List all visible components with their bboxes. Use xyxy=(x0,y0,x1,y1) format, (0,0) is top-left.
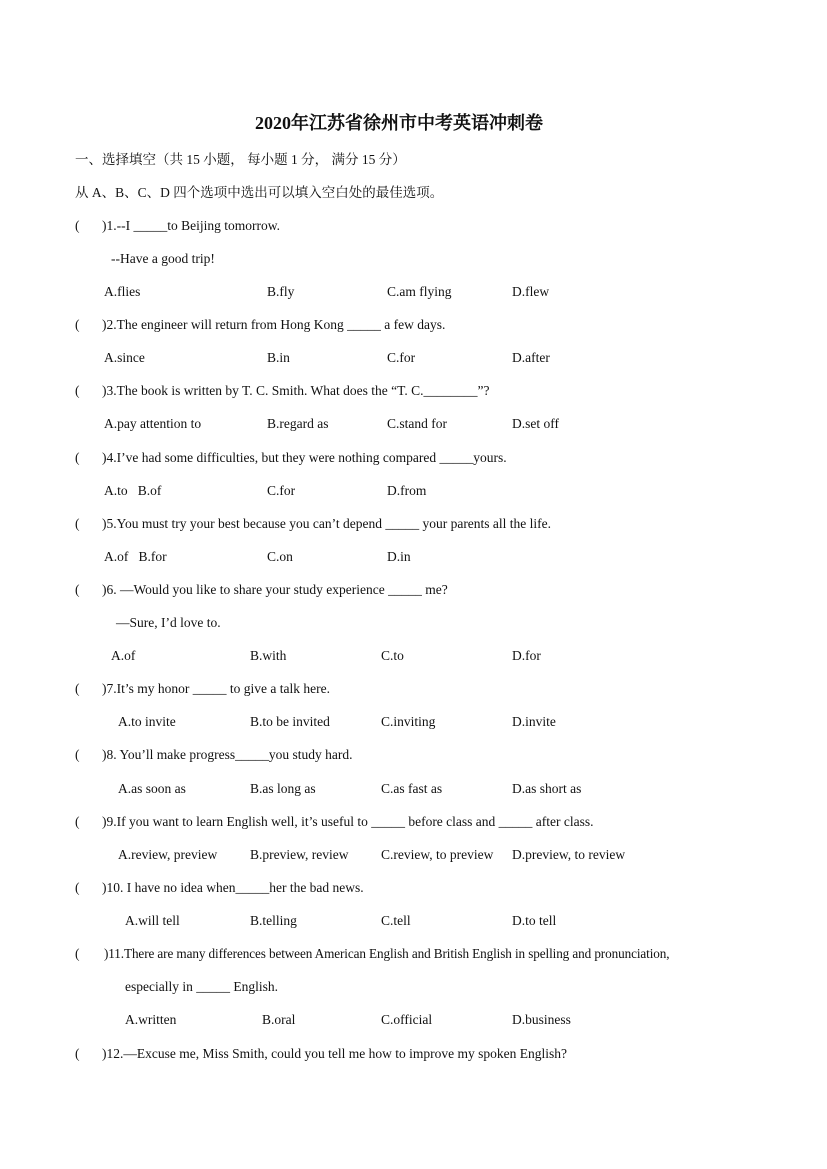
option-d: D.from xyxy=(387,483,427,498)
option-a: A.flies xyxy=(104,284,141,299)
option-a: A.as soon as xyxy=(118,781,186,796)
option-b: B.preview, review xyxy=(250,847,349,862)
option-b: B.as long as xyxy=(250,781,316,796)
option-d: D.for xyxy=(512,648,541,663)
answer-paren: ( xyxy=(75,814,80,829)
question-continuation: especially in _____ English. xyxy=(125,979,278,994)
option-d: D.after xyxy=(512,350,550,365)
option-c: C.as fast as xyxy=(381,781,443,796)
option-b: B.oral xyxy=(262,1012,296,1027)
option-c: C.tell xyxy=(381,913,411,928)
option-c: C.for xyxy=(267,483,296,498)
answer-paren: ( xyxy=(75,317,80,332)
question-text: )11.There are many differences between American English and British English in spelling and pronunciation, xyxy=(104,946,670,961)
option-a: A.will tell xyxy=(125,913,180,928)
question-text: )3.The book is written by T. C. Smith. What does the “T. C.________”? xyxy=(102,383,490,398)
question-text: )7.It’s my honor _____ to give a talk here. xyxy=(102,681,330,696)
answer-paren: ( xyxy=(75,880,80,895)
answer-paren: ( xyxy=(75,450,80,465)
option-b: B.in xyxy=(267,350,290,365)
option-b: B.with xyxy=(250,648,287,663)
answer-paren: ( xyxy=(75,1046,80,1061)
option-a: A.of xyxy=(111,648,136,663)
option-b: B.regard as xyxy=(267,416,329,431)
question-text: )2.The engineer will return from Hong Kong _____ a few days. xyxy=(102,317,446,332)
question-text: )1.--I _____to Beijing tomorrow. xyxy=(102,218,280,233)
answer-paren: ( xyxy=(75,681,80,696)
option-a: A.since xyxy=(104,350,145,365)
option-a: A.review, preview xyxy=(118,847,218,862)
option-b: B.to be invited xyxy=(250,714,330,729)
question-text: )5.You must try your best because you can’t depend _____ your parents all the life. xyxy=(102,516,552,531)
answer-paren: ( xyxy=(75,218,80,233)
question-dialog-line: —Sure, I’d love to. xyxy=(116,615,221,630)
option-d: D.invite xyxy=(512,714,556,729)
option-d: D.business xyxy=(512,1012,571,1027)
answer-paren: ( xyxy=(75,946,80,961)
question-text: )9.If you want to learn English well, it’s useful to _____ before class and _____ after class. xyxy=(102,814,594,829)
option-b: B.fly xyxy=(267,284,295,299)
answer-paren: ( xyxy=(75,383,80,398)
option-c: C.official xyxy=(381,1012,433,1027)
option-c: C.on xyxy=(267,549,293,564)
option-c: C.for xyxy=(387,350,416,365)
option-d: D.as short as xyxy=(512,781,582,796)
answer-paren: ( xyxy=(75,582,80,597)
instruction-text: 从 A、B、C、D 四个选项中选出可以填入空白处的最佳选项。 xyxy=(75,185,444,200)
page-title: 2020年江苏省徐州市中考英语冲刺卷 xyxy=(255,113,543,133)
option-d: D.flew xyxy=(512,284,550,299)
option-a: A.written xyxy=(125,1012,177,1027)
option-c: C.inviting xyxy=(381,714,436,729)
option-b: B.telling xyxy=(250,913,297,928)
option-d: D.set off xyxy=(512,416,559,431)
question-text: )10. I have no idea when_____her the bad news. xyxy=(102,880,364,895)
question-text: )6. —Would you like to share your study experience _____ me? xyxy=(102,582,448,597)
option-d: D.preview, to review xyxy=(512,847,626,862)
option-d: D.in xyxy=(387,549,411,564)
answer-paren: ( xyxy=(75,516,80,531)
option-a: A.pay attention to xyxy=(104,416,202,431)
question-text: )8. You’ll make progress_____you study hard. xyxy=(102,747,353,762)
option-d: D.to tell xyxy=(512,913,557,928)
question-dialog-line: --Have a good trip! xyxy=(111,251,215,266)
option-a-b: A.of B.for xyxy=(104,549,167,564)
option-a: A.to invite xyxy=(118,714,176,729)
question-text: )12.—Excuse me, Miss Smith, could you tell me how to improve my spoken English? xyxy=(102,1046,567,1061)
option-c: C.review, to preview xyxy=(381,847,494,862)
option-c: C.am flying xyxy=(387,284,452,299)
question-text: )4.I’ve had some difficulties, but they were nothing compared _____yours. xyxy=(102,450,507,465)
option-c: C.stand for xyxy=(387,416,447,431)
option-c: C.to xyxy=(381,648,404,663)
answer-paren: ( xyxy=(75,747,80,762)
option-a-b: A.to B.of xyxy=(104,483,162,498)
section-heading: 一、选择填空（共 15 小题， 每小题 1 分， 满分 15 分） xyxy=(75,152,406,167)
